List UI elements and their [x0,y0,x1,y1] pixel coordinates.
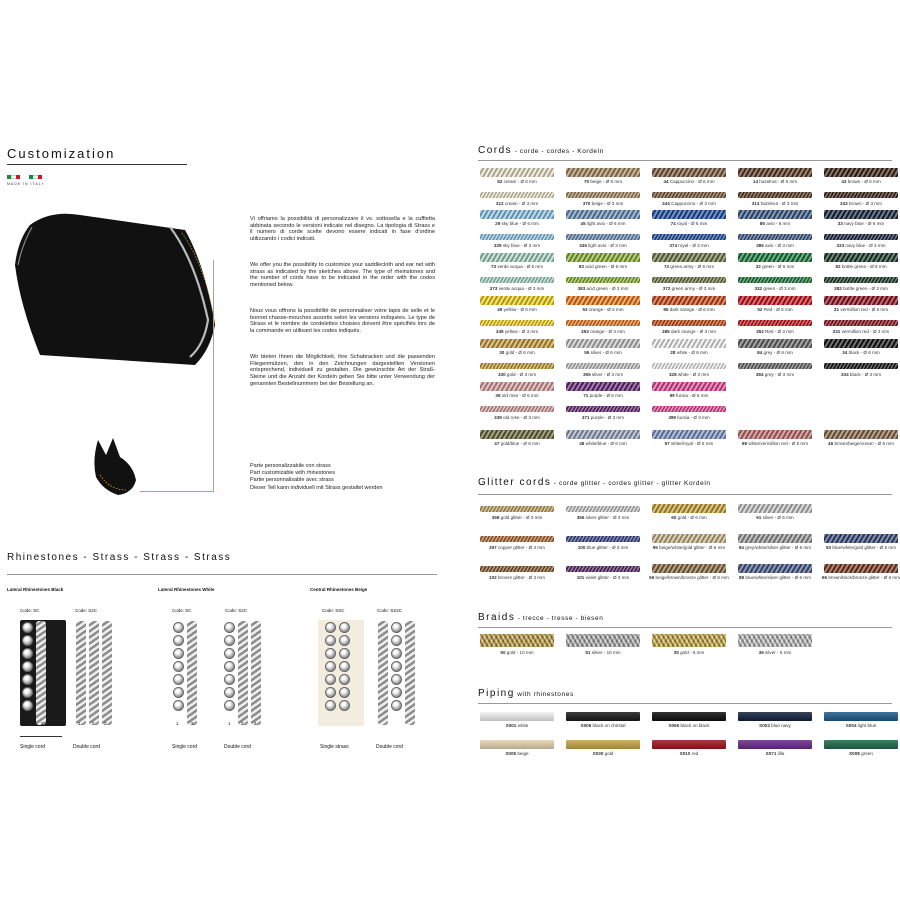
cord-label: 61 silver - Ø 6 mm [756,515,794,520]
note-it: Parte personalizzabile con strass [250,463,331,469]
cord-label: 55 silver - Ø 6 mm [584,350,622,355]
cord-swatch [480,253,554,262]
cord-label: 100 blue glitter - Ø 3 mm [577,545,629,550]
note-en: Part customizable with rhinestones [250,470,335,477]
pipe-swatch [480,712,554,721]
cord-swatch [824,363,898,369]
cord-swatch [566,168,640,177]
pipe-label: S030 gold [592,751,614,756]
cord-label: 32 green - Ø 6 mm [755,264,795,269]
rh-foot-1: Single cord [172,744,198,750]
cord-label: 30 gold - Ø 6 mm [499,350,535,355]
cord-label: 399 fucsia - Ø 3 mm [668,415,710,420]
paragraph-en: We offer you the possibility to customize your saddlecloth and ear net with strass as indicated by the sketches above. The type of rheinstones and the number of cords have to be indicated in the order with the codes mentioned below. [250,262,435,289]
cord-label: 343 brown - Ø 3 mm [840,201,882,206]
cord-label: 329 sky blue - Ø 3 mm [493,243,541,248]
rh-code-2: Code: S2C [75,608,98,613]
rhinestones-title: Rhinestones - Strass - Strass - Strass [7,552,232,563]
pipe-label: S008 green [849,751,873,756]
cord-swatch [480,566,554,572]
rh-cord [102,621,112,725]
cord-label: 60 gold - Ø 6 mm [671,515,707,520]
cord-swatch [652,296,726,305]
cord-swatch [566,296,640,305]
cord-swatch [652,564,726,573]
cord-label: 370 beige - Ø 3 mm [582,201,624,206]
cord-label: 374 royal - Ø 3 mm [669,243,709,248]
rh-cord [36,621,46,725]
rh-num-2: 2 [191,721,194,726]
rh-cord [89,621,99,725]
note-fr: Partie personnalisable avec strass [250,477,334,484]
cord-swatch [824,430,898,439]
customizable-note [250,463,383,492]
cord-label: 56 beige/brown/bronze glitter - Ø 6 mm [649,575,729,580]
cord-label: 39 old rose - Ø 6 mm [495,393,539,398]
cord-label: 101 violet glitter - Ø 3 mm [576,575,630,580]
rh-num-1: 1 [24,721,27,726]
cord-swatch [480,430,554,439]
cord-label: 328 white - Ø 3 mm [668,372,710,377]
cords-title-sub: - corde - cordes - Kordeln [512,148,604,155]
cord-label: 98 white/vermillion red - Ø 6 mm [741,441,809,446]
cord-label: 96 brown/brick/bronze glitter - Ø 6 mm [821,575,900,580]
braids-rule [478,627,892,628]
cord-label: 386 avio - Ø 3 mm [756,243,794,248]
cord-label: 53 orange - Ø 6 mm [582,307,624,312]
pipe-label: S071 lilla [765,751,785,756]
glitter-title-main: Glitter cords [478,477,552,488]
cord-swatch [566,277,640,283]
rh-cord [251,621,261,725]
braids-title-main: Braids [478,612,516,623]
rh-foot-2: Double cord [73,744,100,750]
rhinestones-rule [7,574,437,575]
cord-label: 352 Red - Ø 3 mm [756,329,794,334]
pipe-label: S004 light blue [845,723,877,728]
braid-swatch [566,634,640,647]
cord-label: 384 grey - Ø 3 mm [755,372,795,377]
braids-title [478,612,603,623]
cords-rule [478,160,892,161]
cord-swatch [566,320,640,326]
piping-title-sub: with rhinestones [514,691,574,698]
ear-net-illustration [88,435,148,500]
rh-group-name: Central Rhinestones Beige [310,587,368,592]
rh-cord [378,621,388,725]
cord-label: 52 cream - Ø 6 mm [497,179,537,184]
cord-swatch [652,168,726,177]
cord-label: 99 fucsia - Ø 6 mm [669,393,709,398]
rh-group-name: Lateral Rhinestones White [158,587,215,592]
glitter-title-sub: - corde glitter - cordes glitter - glitter Kordeln [551,480,711,487]
cord-label: 383 acid green - Ø 3 mm [577,286,629,291]
cord-swatch [738,339,812,348]
cord-label: 74 royal - Ø 6 mm [670,221,708,226]
cord-swatch [738,564,812,573]
cord-swatch [480,382,554,391]
cord-label: 34 black - Ø 6 mm [842,350,880,355]
cord-swatch [824,192,898,198]
cord-swatch [566,536,640,542]
rh-num-1: 1 [228,721,231,726]
rh-stones [339,622,351,713]
cord-swatch [738,363,812,369]
cord-swatch [566,210,640,219]
cord-label: 349 yellow - Ø 3 mm [495,329,539,334]
cord-label: 86 avio - 6 mm [759,221,791,226]
cord-label: 52 Red - Ø 6 mm [757,307,793,312]
rh-code-1: Code: SC [20,608,40,613]
pipe-swatch [480,740,554,749]
cord-swatch [480,277,554,283]
glitter-title [478,477,711,488]
cord-label: 44 Cappuccino - Ø 6 mm [663,179,715,184]
cord-swatch [824,253,898,262]
cord-label: 339 old rose - Ø 3 mm [494,415,540,420]
pipe-label: S001 white [505,723,529,728]
cord-swatch [652,192,726,198]
cord-swatch [652,234,726,240]
cord-label: 356 silver glitter - Ø 3 mm [576,515,630,520]
cord-label: 47 gold/blue - Ø 6 mm [494,441,540,446]
cord-swatch [652,277,726,283]
cord-swatch [566,363,640,369]
braid-swatch [652,634,726,647]
rh-num-2: 2 [104,721,107,726]
paragraph-it: Vi offriamo la possibilità di personalizzare il vs. sottosella e la cuffietta abbinata secondo le versioni indicate nel disegno. La tipologia di Strass e il numero di corde scelte devono essere indicati in fase d'ordine utilizzando i codici indicati. [250,216,435,243]
cord-label: 95 beige/white/gold glitter - Ø 6 mm [652,545,726,550]
cord-label: 88 blue/white/silver glitter - Ø 6 mm [738,575,811,580]
saddle-pad-illustration [10,205,225,375]
cord-swatch [652,320,726,326]
cord-label: 14 hazelnut - Ø 6 mm [752,179,798,184]
cord-label: 314 hazelnut - Ø 3 mm [751,201,799,206]
cord-swatch [824,277,898,283]
piping-title [478,688,574,699]
rh-foot-2: Double cord [376,744,403,750]
made-in-italy: MADE IN ITALY [7,182,45,186]
pipe-swatch [738,712,812,721]
cord-swatch [652,339,726,348]
cord-label: 312 cream - Ø 3 mm [495,201,539,206]
cord-label: 73 verde acqua - Ø 6 mm [490,264,544,269]
rh-code-1: Code: SC [172,608,192,613]
cord-label: 344 Cappuccino - Ø 3 mm [662,201,716,206]
cord-swatch [480,339,554,348]
cord-label: 97 white/royal - Ø 6 mm [664,441,714,446]
rh-stones [173,622,185,713]
cord-swatch [824,296,898,305]
cord-swatch [566,406,640,412]
rh-foot-underline [20,736,62,737]
cord-label: 382 bottle green - Ø 3 mm [834,286,888,291]
cord-swatch [652,382,726,391]
cord-swatch [566,506,640,512]
rh-code-1: Code: SSC [322,608,345,613]
rh-cord [405,621,415,725]
cord-swatch [652,253,726,262]
title-underline [7,164,187,165]
cord-swatch [480,363,554,369]
cord-swatch [738,504,812,513]
cord-label: 45 light avio - Ø 6 mm [580,221,626,226]
rh-num-2: 2 [92,721,95,726]
rh-foot-1: Single strass [320,744,349,750]
cord-swatch [480,406,554,412]
pipe-swatch [824,740,898,749]
rh-num-2: 2 [254,721,257,726]
cord-label: 31 vermillion red - Ø 6 mm [833,307,889,312]
cord-swatch [738,320,812,326]
rh-stones [391,622,403,713]
cord-label: 385 dark orange - Ø 3 mm [662,329,716,334]
cord-swatch [824,210,898,219]
cord-swatch [480,210,554,219]
cord-swatch [738,210,812,219]
cord-label: 331 vermillion red - Ø 3 mm [832,329,890,334]
cord-label: 332 green - Ø 3 mm [754,286,796,291]
piping-title-main: Piping [478,688,515,699]
cord-label: 85 dark orange - Ø 6 mm [663,307,715,312]
cord-label: 72 green army - Ø 6 mm [663,264,715,269]
cord-label: 29 sky blue - Ø 6 mm [495,221,539,226]
cord-swatch [652,210,726,219]
cord-swatch [652,406,726,412]
cord-label: 357 copper glitter - Ø 3 mm [489,545,545,550]
cord-label: 43 brown - Ø 6 mm [841,179,881,184]
cord-label: 372 green army - Ø 3 mm [662,286,716,291]
cord-swatch [824,564,898,573]
cord-label: 28 white - Ø 6 mm [670,350,708,355]
cord-swatch [566,382,640,391]
cord-swatch [824,320,898,326]
rh-cord [187,621,197,725]
rh-foot-2: Double cord [224,744,251,750]
pipe-label: S010 red [679,751,699,756]
cord-label: 83 acid green - Ø 6 mm [578,264,628,269]
braid-label: 51 silver - 10 mm [585,650,621,655]
italian-flag-1 [7,175,20,179]
cord-swatch [566,192,640,198]
cord-swatch [566,253,640,262]
cord-swatch [738,234,812,240]
cord-swatch [480,506,554,512]
cord-swatch [652,363,726,369]
pipe-swatch [566,740,640,749]
braids-title-sub: - trecce - tresse - biesen [515,615,604,622]
cord-label: 71 purple - Ø 6 mm [583,393,623,398]
braid-label: 36 silver - 6 mm [758,650,792,655]
cord-swatch [738,534,812,543]
pipe-swatch [738,740,812,749]
cord-swatch [824,534,898,543]
cord-label: 355 silver - Ø 3 mm [582,372,624,377]
rh-num-2: 2 [241,721,244,726]
cord-swatch [738,192,812,198]
rh-stones [224,622,236,713]
paragraph-de: Wir bieten Ihnen die Möglichkeit, ihre Schabracken und die passenden Fliegenmützen, den in den Zeichnungen dargestellten Versionen entsprechend, individuell zu gestalten. Die gewünschte Art der Straß-Steine und die Anzahl der Kordeln geben Sie bitte unter Verwendung der genannten Bestellnummern bei der Bestellung an. [250,354,435,387]
braid-swatch [738,634,812,647]
cord-label: 49 yellow - Ø 6 mm [497,307,537,312]
cord-swatch [566,234,640,240]
piping-rule [478,703,892,704]
cord-swatch [480,536,554,542]
pipe-swatch [652,740,726,749]
cord-swatch [480,192,554,198]
connector-line-horizontal [140,491,214,492]
cord-label: 358 gold glitter - Ø 3 mm [491,515,543,520]
pipe-label: S066 black on black [668,723,710,728]
rh-stones [22,622,34,713]
rh-foot-1: Single cord [20,744,46,750]
note-de: Dieser Teil kann individuell mit Strass gestaltet werden [250,484,383,491]
cord-swatch [824,168,898,177]
cord-swatch [566,566,640,572]
cord-swatch [824,234,898,240]
cords-title-main: Cords [478,145,513,156]
customization-title: Customization [7,146,116,161]
rh-code-2: Code: S2C [225,608,248,613]
cord-swatch [566,430,640,439]
braid-swatch [480,634,554,647]
cord-swatch [738,296,812,305]
cords-title [478,145,604,156]
cord-label: 93 blue/white/gold glitter - Ø 6 mm [826,545,896,550]
paragraph-fr: Nous vous offrons la possibilité de personnaliser votre tapis de selle et le bonnet chasse-mouches assortis selon les versions indiquées. Le type de Strass et le nombre de cordelettes choisies doivent être spécifiés lors de la commande en utilisant les codes indiqués. [250,308,435,335]
rh-num-2: 2 [41,721,44,726]
rh-stones [325,622,337,713]
cord-swatch [824,339,898,348]
cord-label: 102 bronze glitter - Ø 3 mm [489,575,545,580]
cord-swatch [480,320,554,326]
pipe-swatch [652,712,726,721]
cord-label: 353 orange - Ø 3 mm [581,329,625,334]
cord-label: 70 beige - Ø 6 mm [583,179,623,184]
pipe-swatch [566,712,640,721]
cord-swatch [738,430,812,439]
pipe-label: S005 beige [505,751,529,756]
pipe-swatch [824,712,898,721]
rh-num-1: 1 [78,721,81,726]
cord-label: 82 bottle green - Ø 6 mm [835,264,887,269]
rh-cord [76,621,86,725]
cord-label: 84 grey - Ø 6 mm [757,350,793,355]
rh-code-2: Code: SS2C [377,608,403,613]
cord-swatch [652,534,726,543]
cord-swatch [738,168,812,177]
rh-cord [238,621,248,725]
pipe-label: S006 black on christal [580,723,626,728]
cord-label: 33 navy blue - Ø 6 mm [837,221,885,226]
italian-flag-2 [29,175,42,179]
cord-swatch [652,504,726,513]
rh-num-1: 1 [176,721,179,726]
cord-swatch [480,168,554,177]
cord-label: 371 purple - Ø 3 mm [581,415,625,420]
cord-label: 334 black - Ø 3 mm [840,372,882,377]
cord-label: 94 grey/white/silver glitter - Ø 6 mm [738,545,812,550]
cord-swatch [480,234,554,240]
cord-swatch [652,430,726,439]
cord-label: 48 white/blue - Ø 6 mm [579,441,627,446]
connector-line-vertical [213,260,214,492]
cord-swatch [480,296,554,305]
cord-swatch [738,253,812,262]
cord-swatch [566,339,640,348]
cord-label: 333 navy blue - Ø 3 mm [836,243,886,248]
braid-label: 50 gold - 10 mm [500,650,534,655]
cord-swatch [738,277,812,283]
braid-label: 35 gold - 6 mm [673,650,705,655]
glitter-rule [478,494,892,495]
cord-label: 345 light avio - Ø 3 mm [579,243,627,248]
pipe-label: S002 blue navy [759,723,791,728]
rh-group-name: Lateral Rhinestones Black [7,587,64,592]
cord-label: 373 verde acqua - Ø 3 mm [489,286,545,291]
cord-label: 330 gold - Ø 3 mm [497,372,537,377]
cord-label: 46 brown/beige/cream - Ø 6 mm [828,441,894,446]
